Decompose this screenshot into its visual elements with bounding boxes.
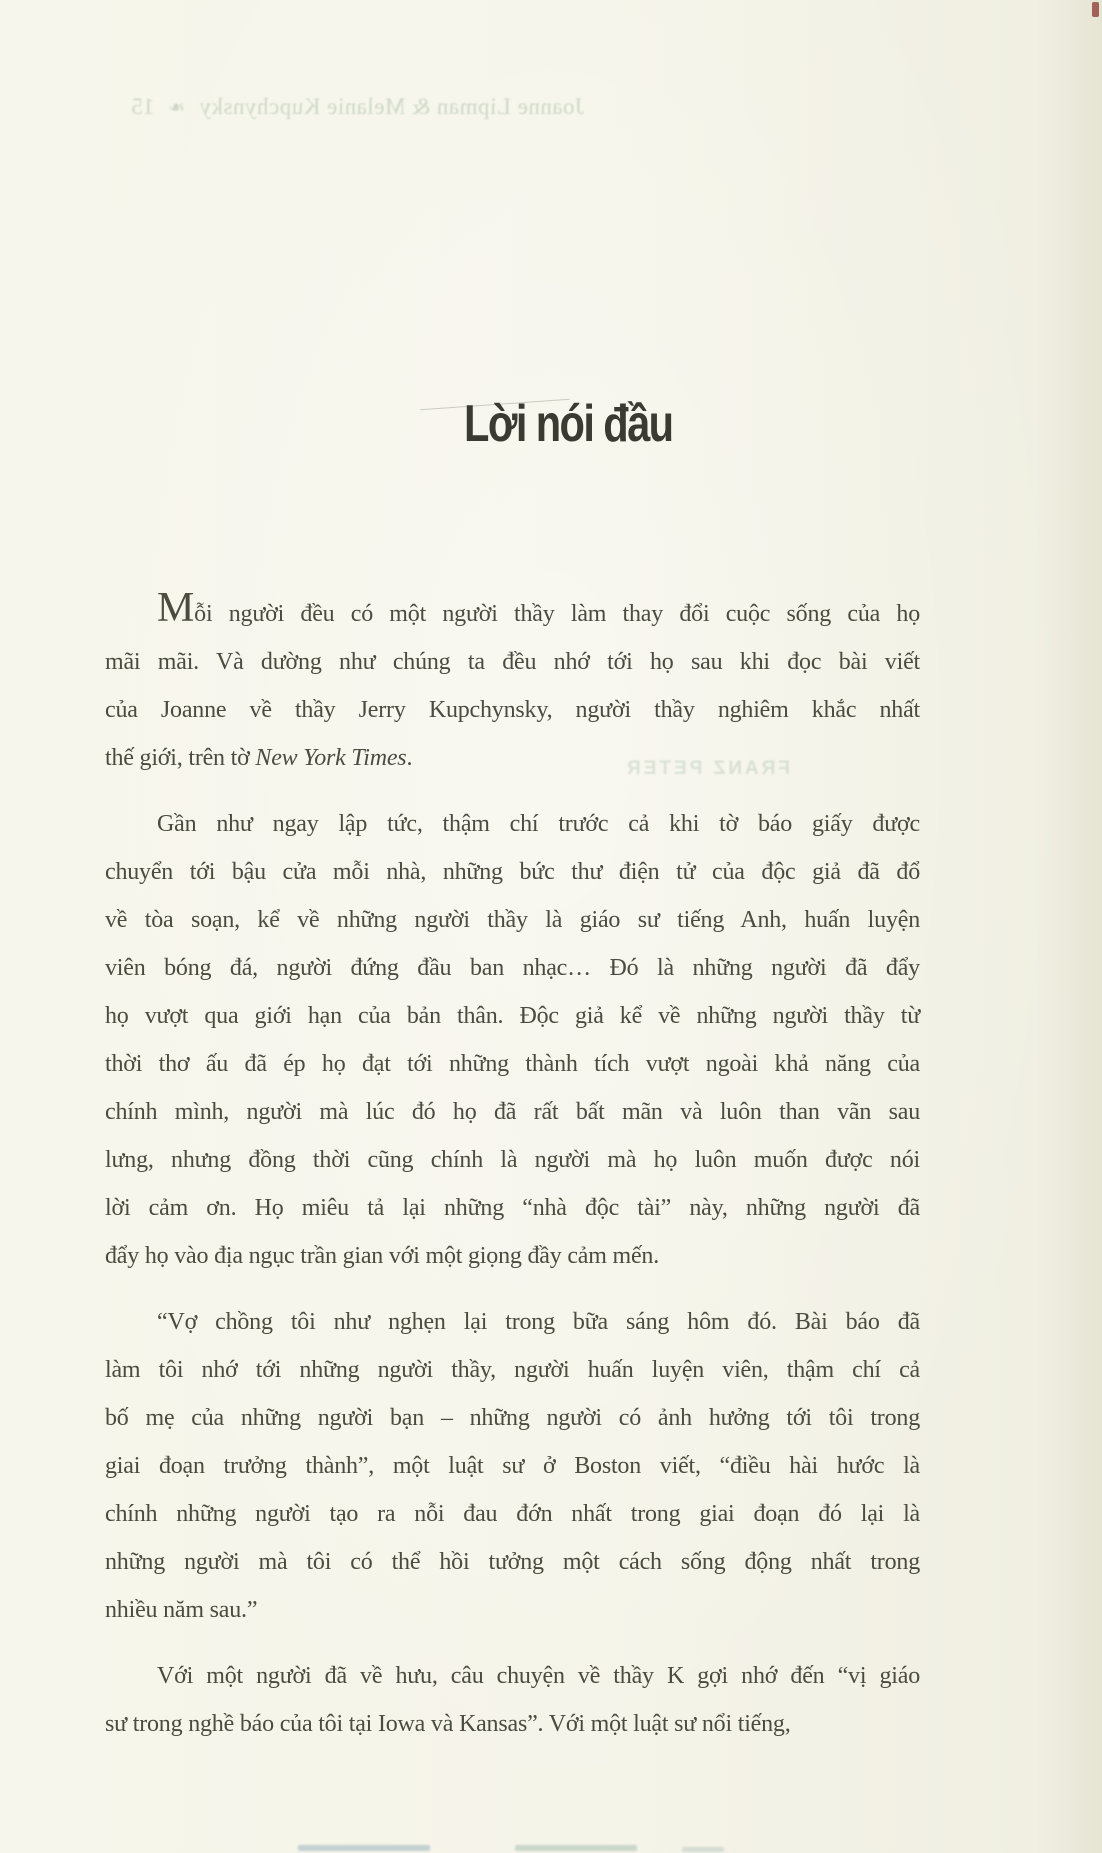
body-line: nhiều năm sau.” [105,1597,258,1623]
scan-artifact [682,1847,724,1852]
chapter-title-text: Lời nói đầu [464,395,673,453]
body-line: chuyển tới bậu cửa mỗi nhà, những bức thư điện tử của độc giả đã đổ [105,859,920,885]
body-line: giai đoạn trưởng thành”, một luật sư ở Boston viết, “điều hài hước là [105,1453,920,1479]
scan-corner-mark [1092,2,1099,17]
body-line: lời cảm ơn. Họ miêu tả lại những “nhà độc tài” này, những người đã [105,1195,920,1221]
body-line: chính những người tạo ra nỗi đau đớn nhất trong giai đoạn đó lại là [105,1501,920,1527]
body-line: viên bóng đá, người đứng đầu ban nhạc… Đó là những người đã đẩy [105,955,920,981]
showthrough-author-names: Joanne Lipman & Melanie Kupchynsky [199,94,584,119]
paragraph-3 [105,1298,920,1634]
drop-cap: M [157,585,195,631]
showthrough-running-head [108,92,584,122]
body-line: Với một người đã về hưu, câu chuyện về thầy K gợi nhớ đến “vị giáo [157,1663,920,1689]
body-line: lưng, nhưng đồng thời cũng chính là người mà họ luôn muốn được nói [105,1147,920,1173]
body-line: chính mình, người mà lúc đó họ đã rất bất mãn và luôn than vãn sau [105,1099,920,1125]
body-line-text: ỗi người đều có một người thầy làm thay đổi cuộc sống của họ [194,601,920,627]
body-line: “Vợ chồng tôi như nghẹn lại trong bữa sáng hôm đó. Bài báo đã [157,1309,920,1335]
body-line: sư trong nghề báo của tôi tại Iowa và Kansas”. Với một luật sư nổi tiếng, [105,1711,791,1737]
body-line: thời thơ ấu đã ép họ đạt tới những thành tích vượt ngoài khả năng của [105,1051,920,1077]
scan-artifact [515,1845,637,1851]
chapter-title [105,394,920,454]
book-title-italic: New York Times [255,745,407,771]
paragraph-2 [105,800,920,1280]
body-line: về tòa soạn, kể về những người thầy là giáo sư tiếng Anh, huấn luyện [105,907,920,933]
body-line: bố mẹ của những người bạn – những người có ảnh hưởng tới tôi trong [105,1405,920,1431]
body-line: của Joanne về thầy Jerry Kupchynsky, người thầy nghiêm khắc nhất [105,697,920,723]
body-line-text: . [406,745,413,771]
body-line: họ vượt qua giới hạn của bản thân. Độc giả kể về những người thầy từ [105,1003,920,1029]
body-line [105,585,920,638]
body-line: những người mà tôi có thể hồi tưởng một cách sống động nhất trong [105,1549,920,1575]
ornament-icon: ❧ [168,96,186,119]
paragraph-1 [105,585,920,782]
body-line: Gần như ngay lập tức, thậm chí trước cả khi tờ báo giấy được [157,811,920,837]
showthrough-page-number: 15 [131,94,155,119]
body-line: làm tôi nhớ tới những người thầy, người huấn luyện viên, thậm chí cả [105,1357,920,1383]
paragraph-4 [105,1652,920,1748]
scan-artifact [298,1845,430,1851]
body-line-text: thế giới, trên tờ [105,745,256,771]
body-line: mãi mãi. Và dường như chúng ta đều nhớ tới họ sau khi đọc bài viết [105,649,920,675]
body-line [105,734,920,782]
showthrough-epigraph-line: FRANZ PETER [624,758,790,779]
body-line: đẩy họ vào địa ngục trần gian với một giọng đầy cảm mến. [105,1243,660,1269]
body-text-block [105,585,920,1748]
